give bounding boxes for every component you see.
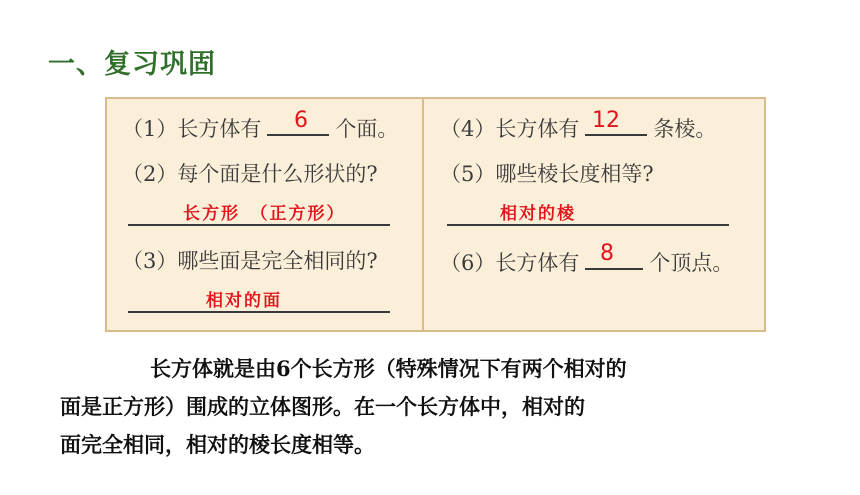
answer-6: 8: [600, 241, 614, 266]
summary-line-1: 长方体就是由6个长方形（特殊情况下有两个相对的: [150, 356, 627, 381]
summary-line-3: 面完全相同，相对的棱长度相等。: [60, 432, 375, 457]
question-4-after: 条棱。: [653, 117, 717, 141]
question-5: [440, 158, 654, 188]
column-divider: [422, 97, 424, 332]
question-1-before: 长方体有: [177, 117, 262, 141]
answer-2-line[interactable]: [128, 224, 390, 226]
question-6: [440, 247, 733, 277]
answer-1: 6: [294, 108, 308, 133]
answer-5: 相对的棱: [500, 204, 576, 224]
question-2: [122, 158, 378, 188]
question-1: [122, 113, 398, 143]
answer-5-line[interactable]: [447, 224, 729, 226]
question-1-number: （1）: [122, 117, 178, 141]
question-2-number: （2）: [122, 162, 178, 186]
answer-3-line[interactable]: [128, 311, 390, 313]
section-heading: 一、复习巩固: [48, 49, 216, 80]
question-1-after: 个面。: [335, 117, 399, 141]
question-4: [440, 113, 716, 143]
question-6-number: （6）: [440, 251, 496, 275]
question-3-number: （3）: [122, 249, 178, 273]
question-6-after: 个顶点。: [649, 251, 734, 275]
question-6-before: 长方体有: [495, 251, 580, 275]
question-5-text: 哪些棱长度相等?: [495, 162, 654, 186]
question-4-number: （4）: [440, 117, 496, 141]
answer-3: 相对的面: [206, 291, 282, 311]
question-2-text: 每个面是什么形状的?: [177, 162, 378, 186]
question-3: [122, 245, 378, 275]
answer-2: 长方形 （正方形）: [183, 204, 346, 224]
question-6-blank[interactable]: [585, 248, 643, 270]
question-4-before: 长方体有: [495, 117, 580, 141]
answer-4: 12: [592, 108, 620, 133]
summary-paragraph: [60, 350, 780, 464]
question-3-text: 哪些面是完全相同的?: [177, 249, 378, 273]
summary-line-2: 面是正方形）围成的立体图形。在一个长方体中，相对的: [60, 394, 585, 419]
question-5-number: （5）: [440, 162, 496, 186]
